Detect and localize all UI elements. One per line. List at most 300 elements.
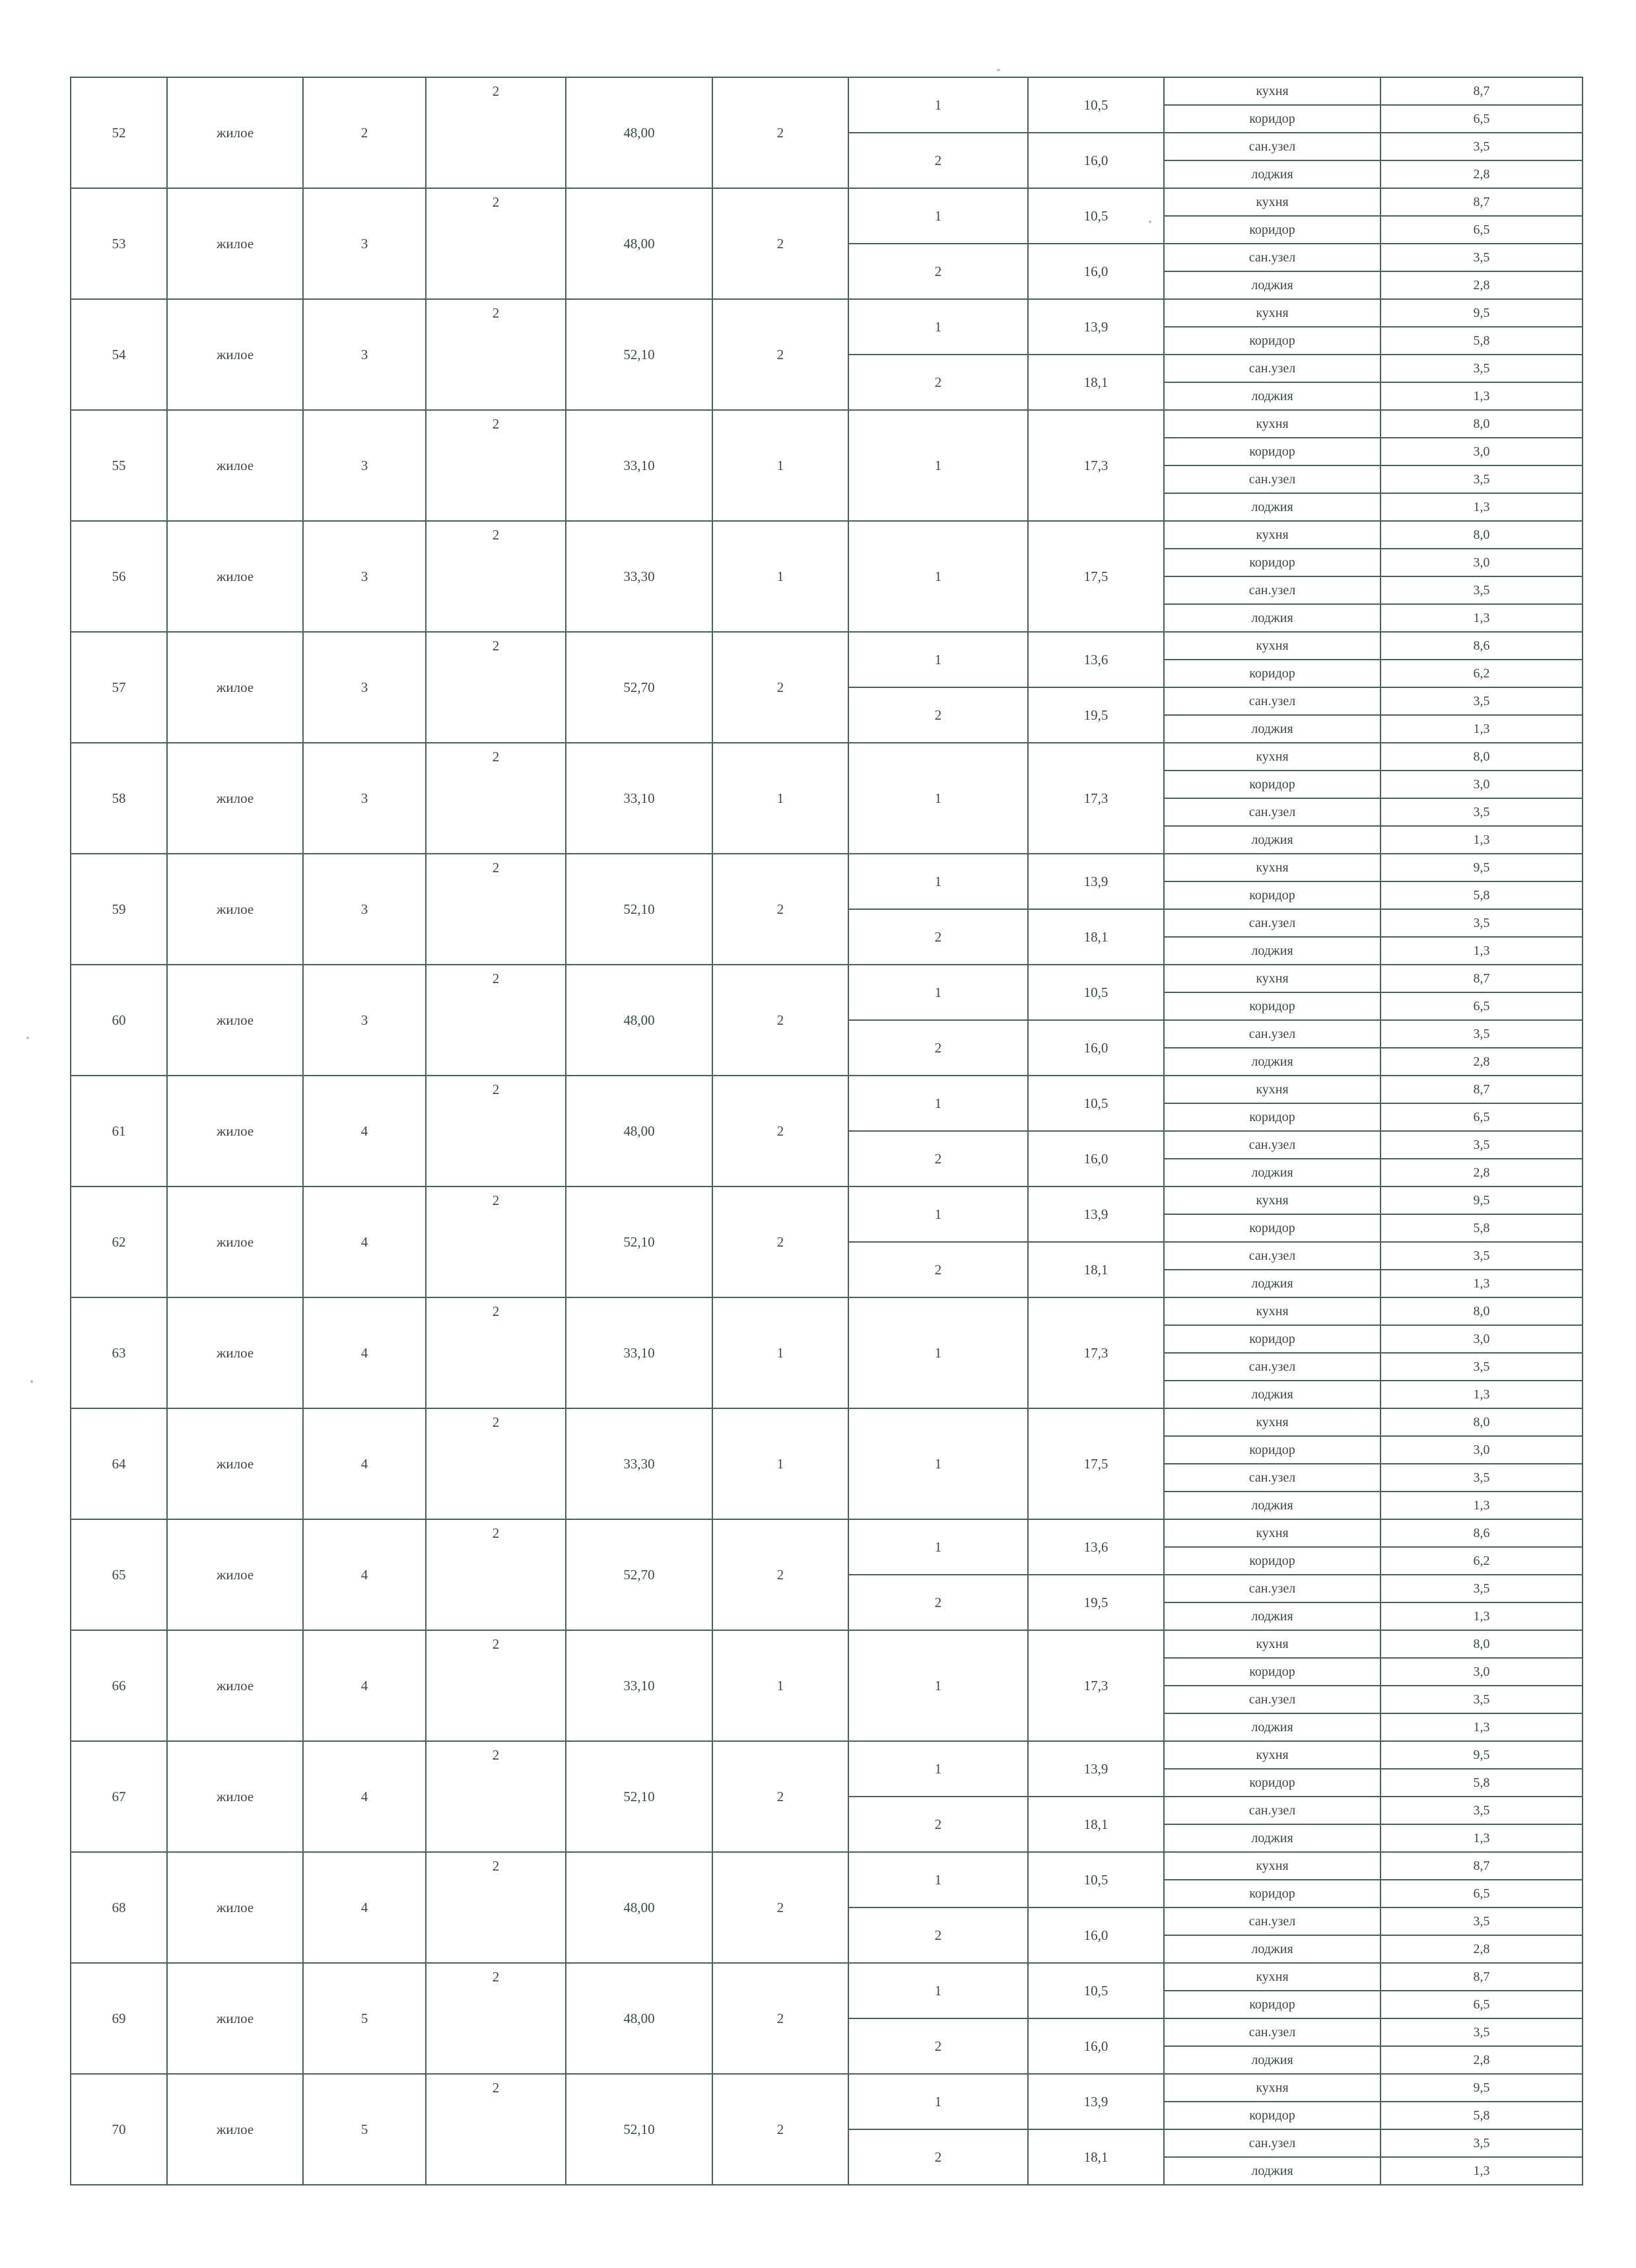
apartment-number: 57 [71,632,167,743]
aux-room-area: 3,5 [1380,355,1583,382]
apartment-number: 61 [71,1076,167,1186]
aux-room-label: лоджия [1164,1159,1380,1186]
aux-room-label: кухня [1164,1852,1380,1880]
aux-room-area: 8,6 [1380,1519,1583,1547]
scan-speck [26,1037,29,1039]
apartment-type: жилое [167,1186,303,1297]
aux-room-area: 1,3 [1380,1824,1583,1852]
aux-room-label: коридор [1164,1658,1380,1686]
aux-room-area: 3,5 [1380,798,1583,826]
aux-room-label: коридор [1164,1880,1380,1907]
aux-room-area: 6,2 [1380,660,1583,687]
aux-room-label: кухня [1164,1408,1380,1436]
apartment-rooms-count: 2 [712,77,848,188]
apartment-number: 68 [71,1852,167,1963]
aux-room-label: кухня [1164,299,1380,327]
apartment-rooms-count: 2 [712,1076,848,1186]
aux-room-label: кухня [1164,632,1380,660]
apartment-floor: 4 [303,1076,426,1186]
aux-room-area: 9,5 [1380,854,1583,881]
aux-room-label: сан.узел [1164,1907,1380,1935]
aux-room-area: 9,5 [1380,1186,1583,1214]
aux-room-area: 3,0 [1380,1658,1583,1686]
aux-room-label: кухня [1164,1519,1380,1547]
aux-room-label: лоджия [1164,826,1380,854]
aux-room-area: 3,5 [1380,2018,1583,2046]
aux-room-area: 3,5 [1380,1686,1583,1713]
aux-room-area: 1,3 [1380,1270,1583,1297]
apartment-number: 56 [71,521,167,632]
aux-room-area: 9,5 [1380,299,1583,327]
scan-speck [997,69,1000,71]
room-area: 17,3 [1028,1297,1164,1408]
aux-room-label: сан.узел [1164,909,1380,937]
apartment-rooms-count: 1 [712,410,848,521]
apartment-floor: 3 [303,521,426,632]
room-number: 2 [848,1907,1028,1963]
aux-room-label: сан.узел [1164,687,1380,715]
apartment-level: 2 [426,1630,566,1741]
aux-room-label: коридор [1164,1436,1380,1464]
table-row [71,1186,1583,1214]
apartment-area: 48,00 [566,965,712,1076]
aux-room-label: кухня [1164,1741,1380,1769]
apartment-rooms-count: 2 [712,1186,848,1297]
aux-room-area: 3,5 [1380,1575,1583,1602]
apartment-level: 2 [426,188,566,299]
apartment-area: 52,10 [566,854,712,965]
aux-room-label: коридор [1164,881,1380,909]
apartment-area: 52,10 [566,1186,712,1297]
room-number: 2 [848,1242,1028,1297]
aux-room-area: 6,5 [1380,216,1583,244]
apartment-area: 33,30 [566,521,712,632]
apartment-type: жилое [167,188,303,299]
room-number: 2 [848,1131,1028,1186]
aux-room-area: 8,7 [1380,188,1583,216]
aux-room-label: сан.узел [1164,1020,1380,1048]
aux-room-area: 1,3 [1380,1492,1583,1519]
apartment-area: 48,00 [566,1852,712,1963]
apartment-area: 33,10 [566,410,712,521]
table-row [71,1963,1583,1991]
room-area: 16,0 [1028,2018,1164,2074]
aux-room-area: 3,0 [1380,1325,1583,1353]
aux-room-area: 6,5 [1380,1103,1583,1131]
room-area: 19,5 [1028,1575,1164,1630]
room-area: 17,3 [1028,743,1164,854]
aux-room-label: кухня [1164,1963,1380,1991]
apartment-type: жилое [167,1076,303,1186]
apartment-floor: 3 [303,965,426,1076]
apartment-number: 64 [71,1408,167,1519]
room-number: 1 [848,521,1028,632]
aux-room-label: коридор [1164,549,1380,576]
aux-room-area: 5,8 [1380,881,1583,909]
room-area: 18,1 [1028,909,1164,965]
apartment-area: 52,70 [566,632,712,743]
aux-room-area: 9,5 [1380,2074,1583,2102]
apartment-floor: 4 [303,1519,426,1630]
apartment-floor: 2 [303,77,426,188]
apartment-type: жилое [167,1741,303,1852]
aux-room-area: 6,5 [1380,1880,1583,1907]
aux-room-area: 3,5 [1380,2129,1583,2157]
apartment-floor: 4 [303,1741,426,1852]
apartment-floor: 3 [303,188,426,299]
aux-room-area: 8,0 [1380,1408,1583,1436]
apartment-type: жилое [167,1963,303,2074]
apartment-level: 2 [426,1963,566,2074]
aux-room-label: сан.узел [1164,1797,1380,1824]
room-area: 18,1 [1028,1797,1164,1852]
apartment-level: 2 [426,1852,566,1963]
apartment-floor: 5 [303,1963,426,2074]
room-number: 2 [848,2018,1028,2074]
apartment-number: 58 [71,743,167,854]
aux-room-label: сан.узел [1164,133,1380,160]
apartment-area: 48,00 [566,1963,712,2074]
room-number: 2 [848,909,1028,965]
apartment-rooms-count: 2 [712,632,848,743]
aux-room-label: сан.узел [1164,1131,1380,1159]
apartment-number: 69 [71,1963,167,2074]
apartment-level: 2 [426,632,566,743]
aux-room-area: 5,8 [1380,1769,1583,1797]
table-row [71,965,1583,992]
aux-room-label: кухня [1164,1076,1380,1103]
aux-room-area: 1,3 [1380,1602,1583,1630]
apartment-area: 33,10 [566,1297,712,1408]
table-row [71,188,1583,216]
aux-room-label: лоджия [1164,1935,1380,1963]
apartment-level: 2 [426,1186,566,1297]
aux-room-area: 3,5 [1380,465,1583,493]
aux-room-area: 6,5 [1380,1991,1583,2018]
apartment-type: жилое [167,1519,303,1630]
aux-room-area: 3,5 [1380,687,1583,715]
apartment-area: 33,10 [566,743,712,854]
table-row [71,854,1583,881]
table-row [71,410,1583,438]
room-number: 2 [848,355,1028,410]
aux-room-area: 8,7 [1380,1852,1583,1880]
aux-room-label: сан.узел [1164,1575,1380,1602]
room-area: 13,9 [1028,299,1164,355]
room-area: 16,0 [1028,1131,1164,1186]
aux-room-area: 3,5 [1380,1797,1583,1824]
aux-room-area: 8,0 [1380,1297,1583,1325]
aux-room-label: лоджия [1164,1381,1380,1408]
apartment-number: 59 [71,854,167,965]
room-number: 2 [848,133,1028,188]
apartment-floor: 5 [303,2074,426,2185]
apartment-rooms-count: 1 [712,1408,848,1519]
aux-room-area: 5,8 [1380,327,1583,355]
aux-room-label: сан.узел [1164,798,1380,826]
apartment-level: 2 [426,854,566,965]
apartment-rooms-count: 1 [712,1630,848,1741]
apartment-floor: 3 [303,299,426,410]
aux-room-area: 8,7 [1380,1076,1583,1103]
table-row [71,1408,1583,1436]
aux-room-area: 2,8 [1380,1048,1583,1076]
apartment-level: 2 [426,299,566,410]
aux-room-label: лоджия [1164,382,1380,410]
room-number: 1 [848,1630,1028,1741]
apartment-rooms-count: 2 [712,188,848,299]
apartment-floor: 4 [303,1297,426,1408]
table-row [71,1852,1583,1880]
room-number: 1 [848,188,1028,244]
aux-room-label: лоджия [1164,2157,1380,2185]
apartment-type: жилое [167,1408,303,1519]
apartment-number: 60 [71,965,167,1076]
aux-room-area: 1,3 [1380,1381,1583,1408]
aux-room-area: 8,0 [1380,521,1583,549]
room-number: 1 [848,1186,1028,1242]
room-area: 10,5 [1028,77,1164,133]
room-area: 17,5 [1028,521,1164,632]
room-area: 10,5 [1028,1076,1164,1131]
apartment-floor: 4 [303,1852,426,1963]
apartment-level: 2 [426,1519,566,1630]
table-row [71,743,1583,771]
apartment-type: жилое [167,632,303,743]
room-area: 13,9 [1028,854,1164,909]
aux-room-area: 3,5 [1380,1464,1583,1492]
aux-room-area: 5,8 [1380,2102,1583,2129]
apartment-level: 2 [426,410,566,521]
apartment-rooms-count: 2 [712,1519,848,1630]
apartment-area: 52,10 [566,2074,712,2185]
room-area: 19,5 [1028,687,1164,743]
aux-room-area: 8,0 [1380,410,1583,438]
aux-room-label: коридор [1164,660,1380,687]
apartment-number: 53 [71,188,167,299]
apartment-floor: 4 [303,1186,426,1297]
aux-room-label: коридор [1164,327,1380,355]
apartment-level: 2 [426,1408,566,1519]
aux-room-label: лоджия [1164,1602,1380,1630]
room-area: 17,3 [1028,1630,1164,1741]
apartment-floor: 3 [303,410,426,521]
apartment-floor: 4 [303,1630,426,1741]
aux-room-label: лоджия [1164,1048,1380,1076]
aux-room-area: 1,3 [1380,715,1583,743]
aux-room-label: коридор [1164,1991,1380,2018]
aux-room-area: 9,5 [1380,1741,1583,1769]
aux-room-area: 3,5 [1380,1131,1583,1159]
room-area: 18,1 [1028,2129,1164,2185]
aux-room-label: кухня [1164,965,1380,992]
apartment-rooms-count: 2 [712,854,848,965]
apartment-level: 2 [426,743,566,854]
room-number: 2 [848,1575,1028,1630]
room-number: 1 [848,299,1028,355]
apartment-level: 2 [426,521,566,632]
aux-room-area: 1,3 [1380,826,1583,854]
aux-room-label: коридор [1164,1769,1380,1797]
aux-room-label: лоджия [1164,160,1380,188]
aux-room-area: 8,7 [1380,965,1583,992]
aux-room-label: лоджия [1164,937,1380,965]
aux-room-label: коридор [1164,1103,1380,1131]
table-row [71,1630,1583,1658]
aux-room-label: коридор [1164,1547,1380,1575]
room-area: 16,0 [1028,1020,1164,1076]
apartment-type: жилое [167,743,303,854]
room-area: 13,6 [1028,632,1164,687]
aux-room-area: 1,3 [1380,382,1583,410]
apartment-area: 33,30 [566,1408,712,1519]
aux-room-label: коридор [1164,2102,1380,2129]
aux-room-area: 3,5 [1380,909,1583,937]
room-area: 16,0 [1028,1907,1164,1963]
aux-room-label: кухня [1164,521,1380,549]
aux-room-area: 5,8 [1380,1214,1583,1242]
apartment-number: 67 [71,1741,167,1852]
aux-room-label: лоджия [1164,1824,1380,1852]
scan-speck [1149,221,1151,223]
aux-room-label: сан.узел [1164,2018,1380,2046]
room-number: 2 [848,244,1028,299]
apartment-level: 2 [426,1741,566,1852]
room-area: 13,9 [1028,1186,1164,1242]
room-area: 16,0 [1028,244,1164,299]
aux-room-area: 8,7 [1380,1963,1583,1991]
aux-room-label: коридор [1164,1214,1380,1242]
apartment-type: жилое [167,965,303,1076]
room-number: 2 [848,687,1028,743]
aux-room-area: 6,5 [1380,992,1583,1020]
aux-room-label: кухня [1164,1630,1380,1658]
aux-room-label: сан.узел [1164,355,1380,382]
apartment-type: жилое [167,299,303,410]
aux-room-label: лоджия [1164,493,1380,521]
apartment-floor: 3 [303,854,426,965]
apartment-type: жилое [167,2074,303,2185]
room-area: 16,0 [1028,133,1164,188]
aux-room-label: кухня [1164,77,1380,105]
aux-room-label: кухня [1164,854,1380,881]
aux-room-area: 8,0 [1380,1630,1583,1658]
apartment-rooms-count: 2 [712,2074,848,2185]
apartment-type: жилое [167,1630,303,1741]
aux-room-area: 1,3 [1380,493,1583,521]
table-row [71,77,1583,105]
aux-room-area: 3,5 [1380,576,1583,604]
apartment-table [70,77,1583,2185]
aux-room-area: 3,5 [1380,1353,1583,1381]
room-number: 1 [848,854,1028,909]
scan-speck [30,1380,33,1383]
apartment-level: 2 [426,965,566,1076]
room-area: 13,9 [1028,1741,1164,1797]
apartment-number: 63 [71,1297,167,1408]
table-row [71,299,1583,327]
aux-room-area: 2,8 [1380,271,1583,299]
apartment-area: 52,10 [566,299,712,410]
aux-room-label: лоджия [1164,271,1380,299]
apartment-number: 70 [71,2074,167,2185]
apartment-area: 52,10 [566,1741,712,1852]
aux-room-label: лоджия [1164,1492,1380,1519]
aux-room-label: кухня [1164,188,1380,216]
apartment-number: 62 [71,1186,167,1297]
aux-room-area: 8,6 [1380,632,1583,660]
aux-room-area: 3,5 [1380,133,1583,160]
apartment-floor: 4 [303,1408,426,1519]
aux-room-area: 2,8 [1380,1935,1583,1963]
apartment-rooms-count: 2 [712,1963,848,2074]
room-area: 10,5 [1028,965,1164,1020]
aux-room-area: 3,0 [1380,1436,1583,1464]
room-area: 10,5 [1028,1963,1164,2018]
aux-room-label: лоджия [1164,604,1380,632]
table-row [71,1519,1583,1547]
aux-room-area: 8,0 [1380,743,1583,771]
aux-room-label: лоджия [1164,715,1380,743]
room-number: 1 [848,77,1028,133]
apartment-type: жилое [167,854,303,965]
table-row [71,2074,1583,2102]
aux-room-label: коридор [1164,438,1380,465]
room-number: 2 [848,2129,1028,2185]
aux-room-area: 1,3 [1380,1713,1583,1741]
apartment-type: жилое [167,1297,303,1408]
apartment-type: жилое [167,521,303,632]
apartment-rooms-count: 1 [712,1297,848,1408]
aux-room-label: коридор [1164,992,1380,1020]
apartment-rooms-count: 2 [712,965,848,1076]
aux-room-label: кухня [1164,1297,1380,1325]
apartment-area: 48,00 [566,1076,712,1186]
aux-room-area: 3,0 [1380,771,1583,798]
apartment-type: жилое [167,410,303,521]
aux-room-area: 6,2 [1380,1547,1583,1575]
table-row [71,632,1583,660]
aux-room-label: сан.узел [1164,576,1380,604]
apartment-area: 52,70 [566,1519,712,1630]
aux-room-label: лоджия [1164,1270,1380,1297]
aux-room-label: сан.узел [1164,244,1380,271]
apartment-area: 48,00 [566,188,712,299]
aux-room-label: коридор [1164,1325,1380,1353]
apartment-level: 2 [426,77,566,188]
aux-room-label: кухня [1164,2074,1380,2102]
room-area: 17,5 [1028,1408,1164,1519]
apartment-number: 52 [71,77,167,188]
room-area: 10,5 [1028,188,1164,244]
apartment-level: 2 [426,2074,566,2185]
aux-room-label: сан.узел [1164,1353,1380,1381]
aux-room-area: 1,3 [1380,2157,1583,2185]
apartment-type: жилое [167,77,303,188]
apartment-level: 2 [426,1297,566,1408]
aux-room-label: сан.узел [1164,465,1380,493]
aux-room-area: 3,0 [1380,549,1583,576]
aux-room-area: 6,5 [1380,105,1583,133]
aux-room-label: коридор [1164,771,1380,798]
room-number: 2 [848,1797,1028,1852]
aux-room-label: коридор [1164,105,1380,133]
room-number: 1 [848,1963,1028,2018]
aux-room-label: коридор [1164,216,1380,244]
apartment-table-body [71,77,1583,2185]
table-row [71,521,1583,549]
aux-room-area: 8,7 [1380,77,1583,105]
